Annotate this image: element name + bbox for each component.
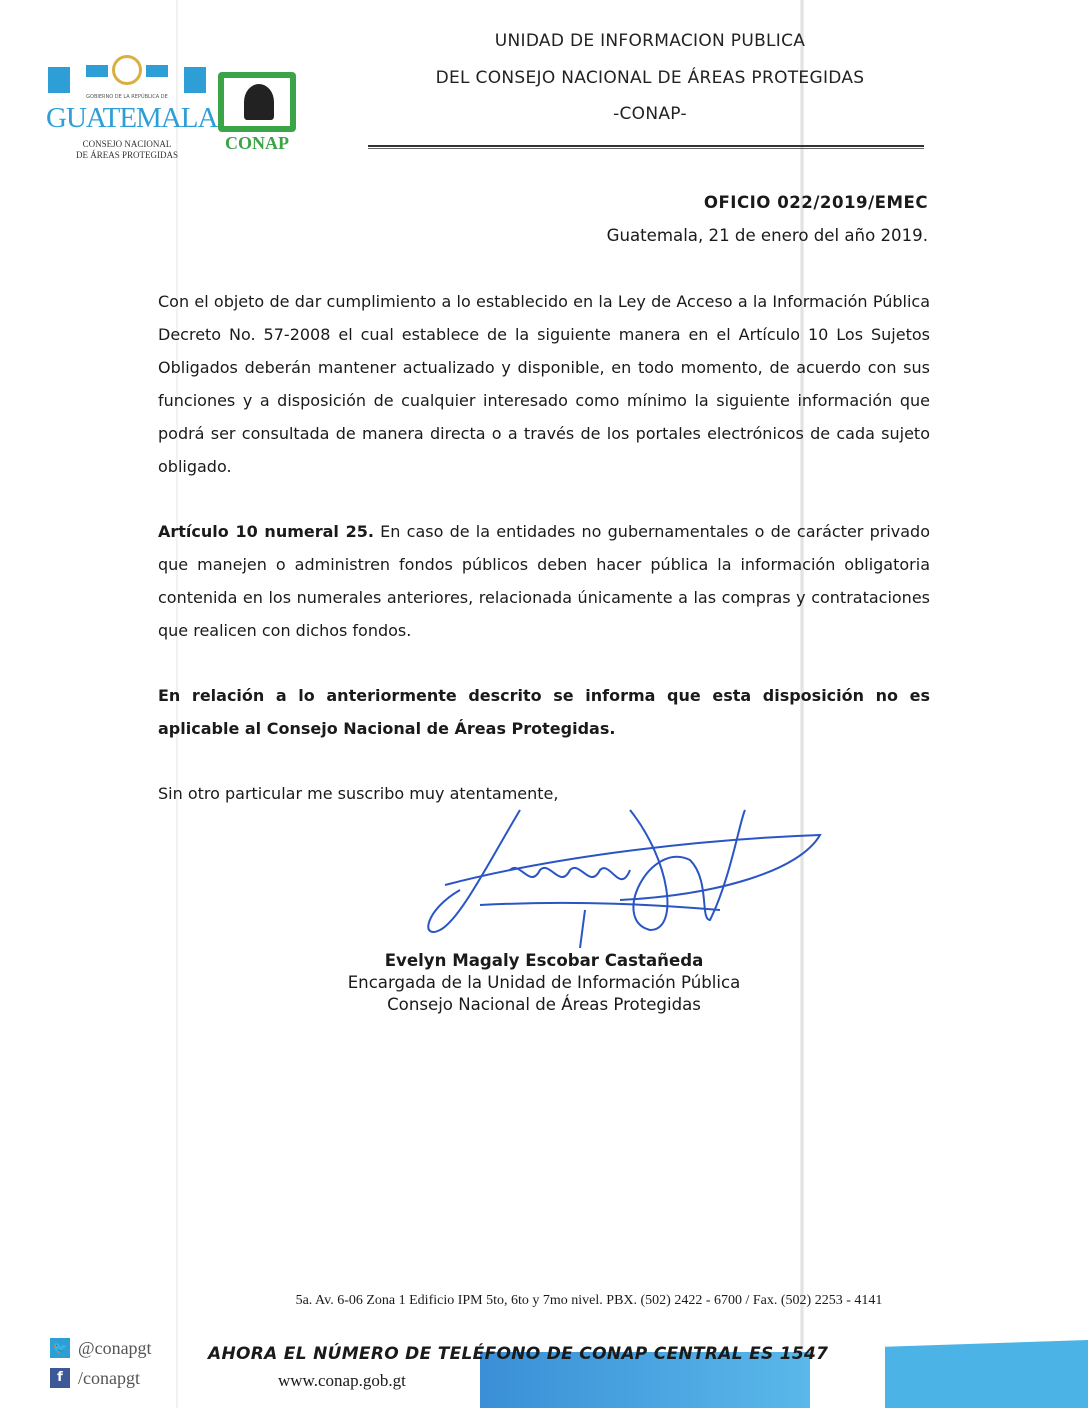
oficio-number: OFICIO 022/2019/EMEC [703,193,928,212]
signature [420,800,840,950]
closing: Sin otro particular me suscribo muy atentamente, [158,784,559,803]
phone-notice: AHORA EL NÚMERO DE TELÉFONO DE CONAP CENTRAL ES 1547 [208,1344,829,1364]
date: Guatemala, 21 de enero del año 2019. [606,226,928,245]
conap-text: CONAP [225,133,289,153]
header-line-2: DEL CONSEJO NACIONAL DE ÁREAS PROTEGIDAS [435,68,865,88]
consejo-text: CONSEJO NACIONAL DE ÁREAS PROTEGIDAS [75,139,178,160]
twitter-icon: 🐦 [50,1338,70,1358]
gob-small-text: GOBIERNO DE LA REPÚBLICA DE [86,94,168,100]
website[interactable]: www.conap.gob.gt [278,1371,406,1390]
twitter-handle[interactable]: @conapgt [78,1338,152,1358]
guatemala-text: GUATEMALA [46,102,218,134]
header-line-1: UNIDAD DE INFORMACION PUBLICA [494,31,806,51]
footer-band [885,1340,1088,1408]
signer-org: Consejo Nacional de Áreas Protegidas [387,995,701,1014]
paragraph-2: Artículo 10 numeral 25. En caso de la entidades no gubernamentales o de carácter privado que manejen o administren fondos públicos deben hacer pública la información obligatoria contenida en los numerales anteriores, relacionada únicamente a las compras y contrataciones que realicen con dichos fondos. [158,522,930,640]
paragraph-3: En relación a lo anteriormente descrito se informa que esta disposición no es aplicable al Consejo Nacional de Áreas Protegidas. [158,686,930,738]
signer-name: Evelyn Magaly Escobar Castañeda [384,951,704,970]
facebook-handle[interactable]: /conapgt [78,1368,140,1388]
header-line-3: -CONAP- [613,104,687,124]
signer-title: Encargada de la Unidad de Información Pública [347,973,741,992]
conap-logo [218,72,296,154]
header-rule [368,145,924,149]
letter-body [158,285,930,1016]
facebook-icon: f [50,1368,70,1388]
footer-address: 5a. Av. 6-06 Zona 1 Edificio IPM 5to, 6to y 7mo nivel. PBX. (502) 2422 - 6700 / Fax. (502) 2253 - 4141 [295,1293,883,1308]
guatemala-logo [46,55,218,165]
paragraph-1: Con el objeto de dar cumplimiento a lo establecido en la Ley de Acceso a la Información Pública Decreto No. 57-2008 el cual establece de la siguiente manera en el Artículo 10 Los Sujetos Obligados deberán mantener actualizado y disponible, en todo momento, de acuerdo con sus funciones y a disposición de cualquier interesado como mínimo la siguiente información que podrá ser consultada de manera directa o a través de los portales electrónicos de cada sujeto obligado. [158,292,930,476]
